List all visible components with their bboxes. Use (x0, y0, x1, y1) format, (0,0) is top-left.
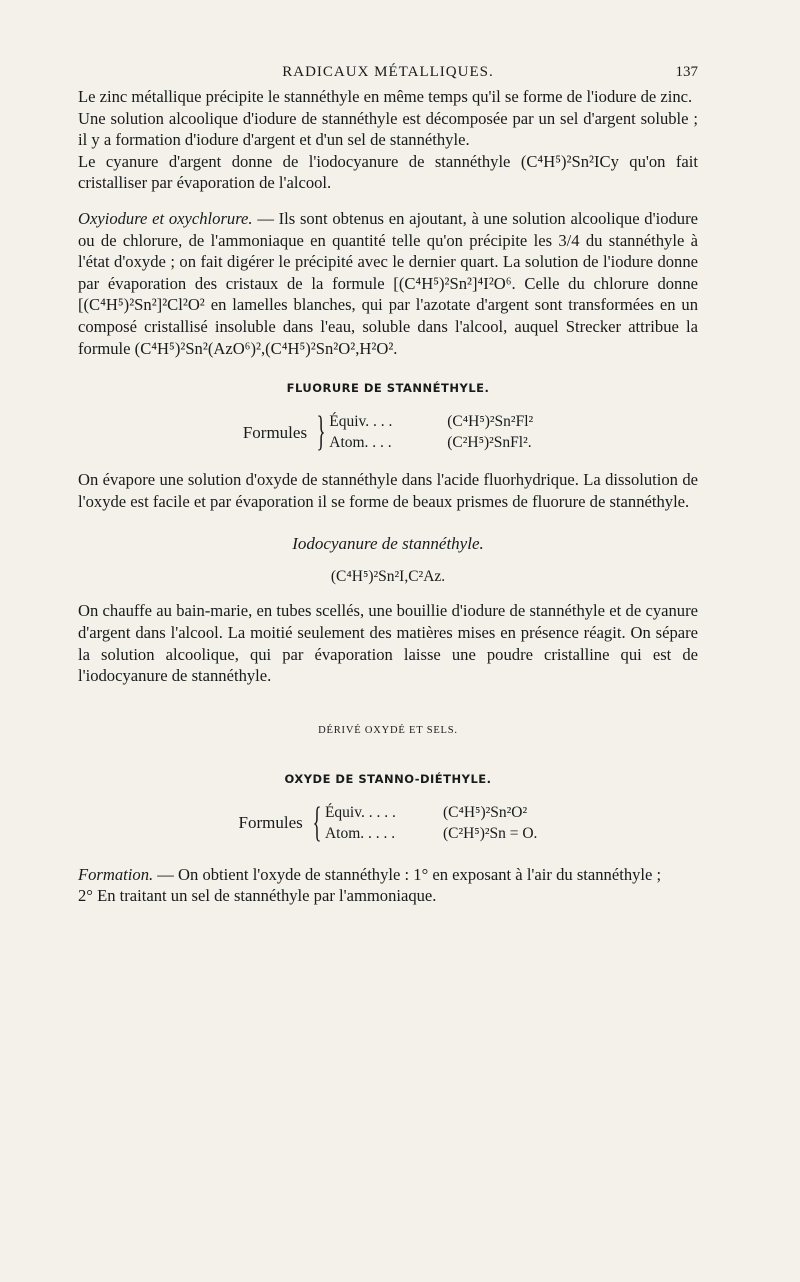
spacer (78, 586, 698, 600)
spacer (78, 736, 698, 772)
paragraph-fluorure: On évapore une solution d'oxyde de stannéthyle dans l'acide fluorhydrique. La dissolution de l'oxyde est facile et par évaporation il se forme de beaux prismes de fluorure de stannéthyle. (78, 470, 698, 511)
document-page (78, 64, 698, 907)
spacer (78, 512, 698, 534)
subsection-title-iodocyanure: Iodocyanure de stannéthyle. (292, 534, 484, 554)
formula-block-fluorure (78, 409, 698, 456)
formation-text: — On obtient l'oxyde de stannéthyle : 1° en exposant à l'air du stannéthyle ; (153, 864, 662, 884)
running-title: RADICAUX MÉTALLIQUES. (282, 64, 494, 80)
paragraph-cyanure: Le cyanure d'argent donne de l'iodocyanure de stannéthyle (C⁴H⁵)²Sn²ICy qu'on fait cristalliser par évaporation de l'alcool. (78, 151, 698, 193)
formulas-label: Formules (242, 422, 308, 442)
paragraph-iodocyanure: On chauffe au bain-marie, en tubes scellés, une bouillie d'iodure de stannéthyle et de cyanure d'argent dans l'alcool. La moitié seulement des matières mises en présence réagit. On sépare la solution alcoolique, qui par évaporation laisse une poudre cristalline qui est de l'iodocyanure de stannéthyle. (78, 601, 698, 686)
formula-row (325, 823, 537, 844)
formula-value: (C²H⁵)²SnFl². (447, 434, 532, 452)
spacer (78, 687, 698, 725)
section-title-derive: DÉRIVÉ OXYDÉ ET SELS. (318, 724, 458, 736)
formula-value: (C⁴H⁵)²Sn²Fl² (447, 413, 534, 431)
brace-icon: { (312, 799, 322, 846)
spacer (78, 194, 698, 208)
formula-rows (325, 802, 537, 844)
formula-value: (C⁴H⁵)²Sn²O² (442, 803, 528, 821)
spacer (78, 395, 698, 411)
oxyiodure-text: — Ils sont obtenus en ajoutant, à une solution alcoolique d'iodure ou de chlorure, de l'ammoniaque en quantité telle qu'on précipite les 3/4 du stannéthyle à l'état d'oxyde ; on fait digérer le précipité avec le dernier quart. La solution de l'iodure donne par évaporation des cristaux de la formule [(C⁴H⁵)²Sn²]⁴I²O⁶. Celle du chlorure donne [(C⁴H⁵)²Sn²]²Cl²O² en lamelles blanches, qui par l'azotate d'argent sont transformées en un composé cristallisé insoluble dans l'eau, soluble dans l'alcool, auquel Strecker attribue la formule (C⁴H⁵)²Sn²(AzO⁶)²,(C⁴H⁵)²Sn²O²,H²O². (78, 208, 698, 358)
paragraph-alcoolique: Une solution alcoolique d'iodure de stannéthyle est décomposée par un sel d'argent soluble ; il y a formation d'iodure d'argent et d'un sel de stannéthyle. (78, 108, 698, 150)
section-title-fluorure: FLUORURE DE STANNÉTHYLE. (286, 381, 490, 396)
formula-value: (C²H⁵)²Sn = O. (442, 824, 538, 842)
formula-term: Atom. . . . . (324, 824, 396, 842)
formula-row (325, 802, 537, 823)
brace-icon: } (316, 409, 326, 456)
formula-row (329, 432, 533, 453)
section-title-oxyde: OXYDE DE STANNO-DIÉTHYLE. (284, 771, 492, 786)
formula-term: Atom. . . . (329, 434, 392, 452)
oxyiodure-heading: Oxyiodure et oxychlorure. (78, 208, 253, 228)
formula-block-oxyde (78, 799, 698, 846)
spacer (78, 453, 698, 469)
paragraph-formation (78, 864, 698, 886)
spacer (78, 359, 698, 381)
formula-iodocyanure: (C⁴H⁵)²Sn²I,C²Az. (330, 568, 446, 586)
formula-term: Équiv. . . . (329, 413, 393, 431)
paragraph-formation-2: 2° En traitant un sel de stannéthyle par l'ammoniaque. (78, 886, 437, 906)
page-number: 137 (675, 64, 698, 80)
formation-heading: Formation. (78, 864, 154, 884)
formula-term: Équiv. . . . . (324, 803, 396, 821)
formulas-label: Formules (238, 813, 303, 833)
paragraph-zinc: Le zinc métallique précipite le stannéthyle en même temps qu'il se forme de l'iodure de zinc. (78, 87, 693, 106)
spacer (78, 786, 698, 802)
formula-row (329, 411, 533, 432)
spacer (78, 554, 698, 568)
paragraph-oxyiodure (78, 208, 698, 359)
formula-rows (329, 411, 533, 453)
running-head (78, 64, 698, 86)
spacer (78, 844, 698, 864)
